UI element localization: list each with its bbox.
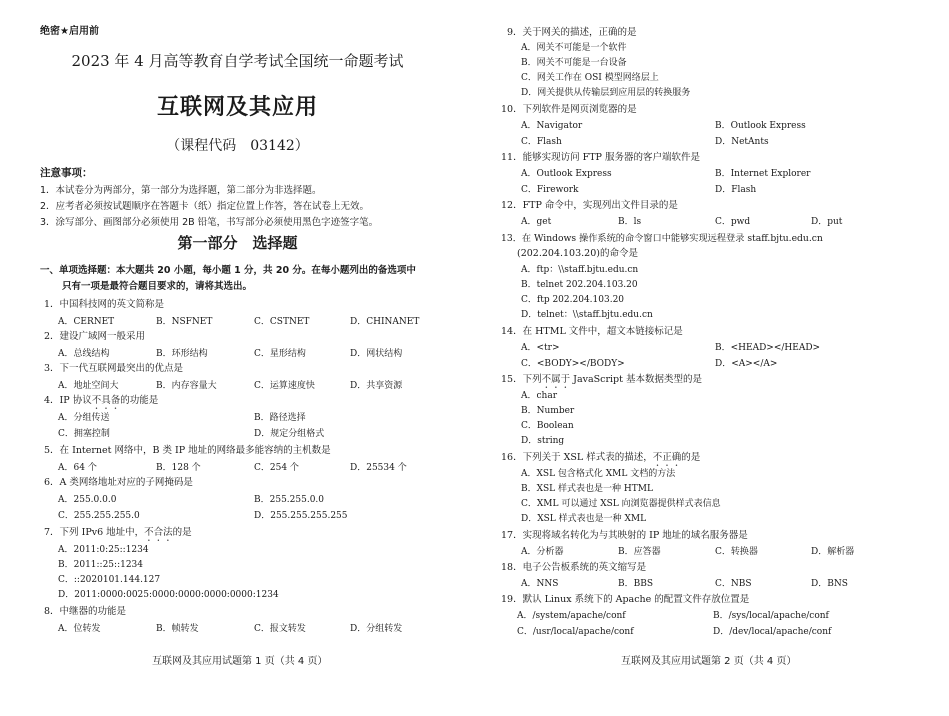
option-b: B．XSL 样式表也是一种 HTML (521, 484, 653, 494)
option-b: B．Number (521, 406, 575, 416)
question-stem: 10．下列软件是网页浏览器的是 (501, 104, 637, 115)
question-stem: 17．实现将域名转化为与其映射的 IP 地址的域名服务器是 (501, 530, 748, 541)
option-d: D．2011:0000:0025:0000:0000:0000:0000:1234 (58, 590, 279, 600)
option-b: B．路径选择 (254, 413, 306, 423)
question-stem: 11．能够实现访问 FTP 服务器的客户端软件是 (501, 152, 700, 163)
option-a: A．分析器 (521, 547, 564, 557)
question-stem: 8．中继器的功能是 (44, 606, 127, 617)
option-a: A．总线结构 (58, 349, 110, 359)
question-stem: 5．在 Internet 网络中，B 类 IP 地址的网络最多能容纳的主机数是 (44, 445, 331, 456)
option-d: D．XSL 样式表也是一种 XML (521, 514, 647, 524)
option-c: C．pwd (715, 217, 751, 227)
option-b: B．128 个 (156, 463, 201, 473)
question-stem (44, 524, 192, 544)
stem-text: 4．IP 协议 (44, 395, 92, 406)
option-c: C．254 个 (254, 463, 299, 473)
option-d: D．网关提供从传输层到应用层的转换服务 (521, 88, 691, 98)
question-stem: 2．建设广域网一般采用 (44, 331, 146, 342)
option-a: A．2011:0:25::1234 (58, 545, 149, 555)
question-stem: 1．中国科技网的英文简称是 (44, 299, 165, 310)
stem-emphasis: 不正确 (652, 452, 682, 463)
question-stem: 18．电子公告板系统的英文缩写是 (501, 562, 647, 573)
stem-text: 的是 (681, 452, 701, 463)
question-stem: 19．默认 Linux 系统下的 Apache 的配置文件存放位置是 (501, 594, 750, 605)
option-b: B．应答器 (618, 547, 661, 557)
option-c: C．拥塞控制 (58, 429, 110, 439)
option-a: A．分组传送 (58, 413, 110, 423)
option-c: C．ftp 202.204.103.20 (521, 295, 625, 305)
page-footer: 互联网及其应用试题第 2 页（共 4 页） (621, 656, 797, 667)
section-instructions-cont: 只有一项是最符合题目要求的，请将其选出。 (62, 281, 253, 292)
option-b: B．2011::25::1234 (58, 560, 144, 570)
option-a: A．NNS (521, 579, 559, 589)
option-c: C．转换器 (715, 547, 758, 557)
option-c: C．::2020101.144.127 (58, 575, 161, 585)
section-instructions: 一、单项选择题：本大题共 20 小题，每小题 1 分，共 20 分。在每小题列出的备选项中 (40, 265, 416, 276)
option-d: D．NetAnts (715, 137, 769, 147)
option-d: D．分组转发 (350, 624, 403, 634)
option-c: C．<BODY></BODY> (521, 359, 625, 369)
option-b: B．telnet 202.204.103.20 (521, 280, 638, 290)
option-d: D．<A></A> (715, 359, 778, 369)
stem-text: JavaScript 基本数据类型的是 (570, 374, 702, 385)
option-b: B．255.255.0.0 (254, 495, 325, 505)
option-d: D．规定分组格式 (254, 429, 325, 439)
option-b: B．网关不可能是一台设备 (521, 58, 627, 68)
option-b: B．帧转发 (156, 624, 199, 634)
option-a: A．Outlook Express (521, 169, 612, 179)
option-c: C．XML 可以通过 XSL 向浏览器提供样式表信息 (521, 499, 721, 509)
option-d: D．string (521, 436, 565, 446)
option-a: A．get (521, 217, 552, 227)
option-d: D．put (811, 217, 843, 227)
notice-item: 1．本试卷分为两部分，第一部分为选择题，第二部分为非选择题。 (40, 185, 322, 196)
option-c: C．Firework (521, 185, 579, 195)
subject-title: 互联网及其应用 (156, 95, 318, 120)
option-d: D．网状结构 (350, 349, 403, 359)
question-stem-cont: (202.204.103.20)的命令是 (517, 248, 638, 259)
option-a: A．XSL 包含格式化 XML 文档的方法 (521, 469, 676, 479)
stem-emphasis: 不具备 (91, 395, 121, 406)
stem-text: 的功能是 (120, 395, 159, 406)
question-stem: 3．下一代互联网最突出的优点是 (44, 363, 184, 374)
option-d: D．telnet：\\staff.bjtu.edu.cn (521, 310, 653, 320)
option-a: A．char (521, 391, 558, 401)
option-b: B．Internet Explorer (715, 169, 811, 179)
option-b: B．NSFNET (156, 317, 213, 327)
option-a: A．255.0.0.0 (58, 495, 117, 505)
option-c: C．NBS (715, 579, 752, 589)
option-a: A．网关不可能是一个软件 (521, 43, 627, 53)
question-stem: 13．在 Windows 操作系统的命令窗口中能够实现远程登录 staff.bjtu.edu.cn (501, 233, 823, 244)
question-stem: 6．A 类网络地址对应的子网掩码是 (44, 477, 193, 488)
option-d: D．解析器 (811, 547, 855, 557)
option-c: C．星形结构 (254, 349, 306, 359)
option-b: B．/sys/local/apache/conf (713, 611, 829, 621)
stem-text: 7．下列 IPv6 地址中， (44, 527, 145, 538)
option-c: C．255.255.255.0 (58, 511, 140, 521)
option-c: C．网关工作在 OSI 模型网络层上 (521, 73, 659, 83)
option-d: D．共享资源 (350, 381, 403, 391)
option-b: B．环形结构 (156, 349, 208, 359)
option-a: A．CERNET (58, 317, 115, 327)
option-a: A．位转发 (58, 624, 101, 634)
page-footer: 互联网及其应用试题第 1 页（共 4 页） (152, 656, 328, 667)
option-a: A．64 个 (58, 463, 97, 473)
notice-title: 注意事项： (40, 167, 93, 179)
option-c: C．运算速度快 (254, 381, 315, 391)
option-c: C．/usr/local/apache/conf (517, 627, 634, 637)
option-a: A．地址空间大 (58, 381, 119, 391)
option-c: C．Flash (521, 137, 562, 147)
question-stem (44, 392, 158, 412)
question-stem: 9．关于网关的描述，正确的是 (507, 27, 637, 38)
question-stem: 14．在 HTML 文件中，超文本链接标记是 (501, 326, 683, 337)
stem-emphasis: 不合法 (144, 527, 173, 538)
option-c: C．CSTNET (254, 317, 310, 327)
option-a: A．<tr> (521, 343, 560, 353)
option-d: D．255.255.255.255 (254, 511, 348, 521)
option-d: D．BNS (811, 579, 848, 589)
course-code: （课程代码 03142） (166, 138, 309, 154)
option-d: D．25534 个 (350, 463, 407, 473)
notice-item: 2．应考者必须按试题顺序在答题卡（纸）指定位置上作答，答在试卷上无效。 (40, 201, 370, 212)
option-d: D．/dev/local/apache/conf (713, 627, 832, 637)
option-a: A．Navigator (521, 121, 583, 131)
confidential-label: 绝密★启用前 (40, 26, 99, 37)
option-b: B．内存容量大 (156, 381, 217, 391)
option-b: B．Outlook Express (715, 121, 806, 131)
question-stem: 12．FTP 命令中，实现列出文件目录的是 (501, 200, 678, 211)
option-a: A．/system/apache/conf (517, 611, 626, 621)
exam-title: 2023 年 4 月高等教育自学考试全国统一命题考试 (71, 52, 404, 70)
option-b: B．ls (618, 217, 642, 227)
option-d: D．CHINANET (350, 317, 420, 327)
notice-item: 3．涂写部分、画图部分必须使用 2B 铅笔，书写部分必须使用黑色字迹签字笔。 (40, 217, 379, 228)
part-title: 第一部分 选择题 (177, 234, 298, 252)
stem-text: 的是 (172, 527, 192, 538)
option-a: A．ftp：\\staff.bjtu.edu.cn (521, 265, 639, 275)
stem-text: 15．下列 (501, 374, 542, 385)
option-c: C．报文转发 (254, 624, 306, 634)
stem-text: 16．下列关于 XSL 样式表的描述， (501, 452, 653, 463)
exam-page-2 (475, 0, 949, 716)
option-b: B．<HEAD></HEAD> (715, 343, 821, 353)
stem-emphasis: 不属于 (541, 374, 571, 385)
option-d: D．Flash (715, 185, 757, 195)
option-c: C．Boolean (521, 421, 574, 431)
option-b: B．BBS (618, 579, 654, 589)
